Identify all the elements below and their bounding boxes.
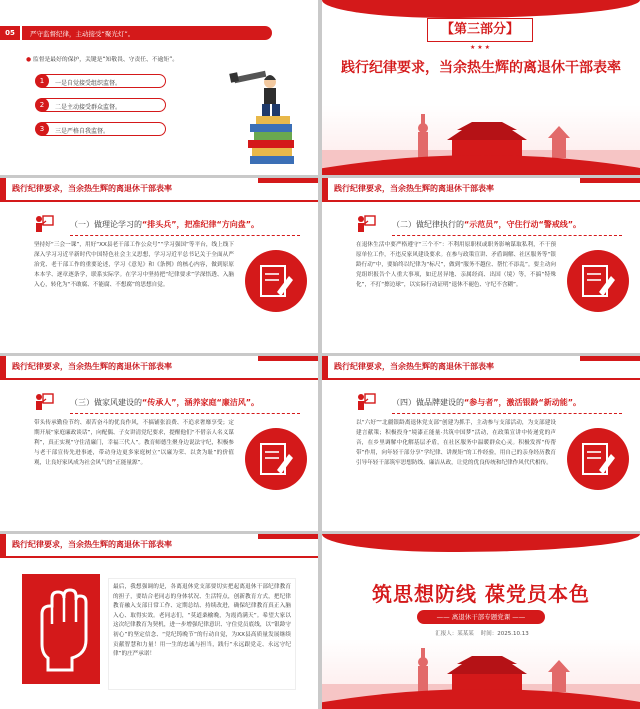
slide-1[interactable] bbox=[0, 0, 318, 175]
tiananmen-skyline bbox=[322, 644, 640, 709]
item-1 bbox=[36, 74, 166, 88]
header-text: 践行纪律要求，当余热生辉的离退休干部表率 bbox=[12, 184, 172, 193]
stars-decoration: ★ ★ ★ bbox=[470, 44, 490, 51]
closing-subtitle: —— 离退休干部专题党课 —— bbox=[417, 610, 545, 624]
body-text: 最后，我想强调的是，各离退休党支部要切实把起离退休干部纪律教育的担子，要结合老同志的身体状况、生活特点，创新教育方式，把纪律教育融入支部日常工作、定期总结、持续改进，确保纪律教育真正入脑入心、取得实效。老同志们，“莫道桑榆晚，为霞尚满天”。希望大家以这次纪律教育为契机，进一步增强纪律意识、守住党员底线，以“银龄守初心”的坚定信念、“党纪铸晚节”的行动自觉，为XX县高质量发展继续贡献智慧和力量！用一生的忠诚与担当，践行“永远跟党走、永远守纪律”的庄严承诺！ bbox=[108, 578, 296, 690]
item-text: 三是严格自我监督。 bbox=[55, 128, 110, 135]
header-text: 践行纪律要求，当余热生辉的离退休干部表率 bbox=[334, 184, 494, 193]
item-text: 二是主动接受群众监督。 bbox=[55, 104, 122, 111]
slide-5[interactable] bbox=[0, 356, 318, 531]
tiananmen-skyline bbox=[322, 110, 640, 175]
subsection-title: （一）做理论学习的“排头兵”，把准纪律“方向盘”。 bbox=[70, 214, 300, 236]
slide-header bbox=[322, 178, 640, 202]
part-title: 践行纪律要求，当余热生辉的离退休干部表率 bbox=[341, 60, 621, 76]
fist-panel bbox=[22, 574, 100, 684]
body-text: 坚持好“三会一课”，用好“XX县老干部工作公众号”“学习强国”等平台，线上线下深入学习习近平新时代中国特色社会主义思想，学习习近平总书记关于全面从严治党、老干部工作的重要论述，学习《意见》和《条例》的核心内容，做到原原本本学、逐章逐条学，联系实际学。在学习中坚持把“纪律要求”学深悟透、入脑入心，转化为“不敢腐、不能腐、不想腐”的思想自觉。 bbox=[34, 242, 234, 288]
section-title: 严守监督纪律，主动接受“聚光灯”。 bbox=[30, 30, 135, 38]
intro-text: ● 监督是最好的保护，关键是“知敬畏、守责任、不逾矩”。 bbox=[26, 57, 179, 63]
lecture-icon bbox=[356, 214, 376, 236]
slide-7[interactable] bbox=[0, 534, 318, 709]
body-text: 带头传承勤俭节约、艰苦奋斗的优良作风，不搞铺张浪费、不追求奢靡享受；定期开展“家庭廉政谈话”，向配偶、子女讲清党纪要求，提醒他们“不借亲人名义谋利”，真正实现“守住清廉门，幸福三代人”。教育师德生聚身边说法守纪，积极参与老干部宣传先进事迹，带动身边更多家庭树立“以廉为荣、以贪为耻”的价值观，让良好家风成为社会风气的“正能量源”。 bbox=[34, 420, 234, 466]
pen-paper-icon bbox=[245, 250, 307, 312]
subsection-title: （四）做品牌建设的“参与者”，激活银龄“新动能”。 bbox=[392, 392, 622, 414]
slide-header bbox=[322, 356, 640, 380]
body-text: 以“六好”“北疆银龄离退休党支部”创建为抓手，主动参与支部活动，为支部建设建言献策；积极投身“境漆正能量·共筑中国梦”活动，在政策宣讲中传递党的声音，在乡里调解中化解基层矛盾，在社区服务中温暖群众心灵。积极发挥“传帮带”作用，向年轻干部分享“学纪律、讲规矩”的工作经验，用自己的亲身经历教育引导年轻干部筑牢思想防线、廉洁从政，让党的优良传统和纪律作风代代相传。 bbox=[356, 420, 556, 466]
slide-3[interactable] bbox=[0, 178, 318, 353]
slide-8-closing[interactable] bbox=[322, 534, 640, 709]
pen-paper-icon bbox=[567, 428, 629, 490]
slide-header bbox=[0, 356, 318, 380]
item-number: 1 bbox=[35, 74, 49, 88]
body-text: 在退休生活中要严格遵守“三个不”：不利用原职权或职务影响谋取私利，不干预原单位工作，不违反家风建设要求。在参与政策宣讲、矛盾调解、社区服务等“银龄行动”中，要始终以纪律为“标尺”，做到“服务不越位、帮忙不添乱”。要主动向党组织报告个人重大事项，如迁居异地、亲属经商、出国（境）等，不搞“特殊化”，不打“擦边球”，以实际行动证明“退休不褪色、守纪不含糊”。 bbox=[356, 242, 556, 288]
item-3 bbox=[36, 122, 166, 136]
lecture-icon bbox=[34, 392, 54, 414]
lecture-icon bbox=[356, 392, 376, 414]
raised-fist-icon bbox=[22, 574, 100, 684]
slide-2-part-three[interactable] bbox=[322, 0, 640, 175]
slide-4[interactable] bbox=[322, 178, 640, 353]
lecture-icon bbox=[34, 214, 54, 236]
closing-title: 筑思想防线 葆党员本色 bbox=[372, 582, 590, 606]
part-label: 【第三部分】 bbox=[427, 18, 533, 42]
subsection-title: （二）做纪律执行的“示范员”，守住行动“警戒线”。 bbox=[392, 214, 622, 236]
pen-paper-icon bbox=[245, 428, 307, 490]
header-text: 践行纪律要求，当余热生辉的离退休干部表率 bbox=[12, 362, 172, 371]
section-title-bar bbox=[22, 26, 272, 40]
header-text: 践行纪律要求，当余热生辉的离退休干部表率 bbox=[12, 540, 172, 549]
slide-header bbox=[0, 178, 318, 202]
subsection-title: （三）做家风建设的“传承人”，涵养家庭“廉洁风”。 bbox=[70, 392, 300, 414]
meta-line: 汇报人：某某某 时间：2025.10.13 bbox=[435, 631, 529, 637]
header-text: 践行纪律要求，当余热生辉的离退休干部表率 bbox=[334, 362, 494, 371]
pen-paper-icon bbox=[567, 250, 629, 312]
item-2 bbox=[36, 98, 166, 112]
books-telescope-illustration bbox=[222, 60, 302, 170]
item-text: 一是自觉接受组织监督。 bbox=[55, 80, 122, 87]
slide-6[interactable] bbox=[322, 356, 640, 531]
slide-header bbox=[0, 534, 318, 558]
item-number: 3 bbox=[35, 122, 49, 136]
section-number: 05 bbox=[0, 26, 20, 40]
item-number: 2 bbox=[35, 98, 49, 112]
